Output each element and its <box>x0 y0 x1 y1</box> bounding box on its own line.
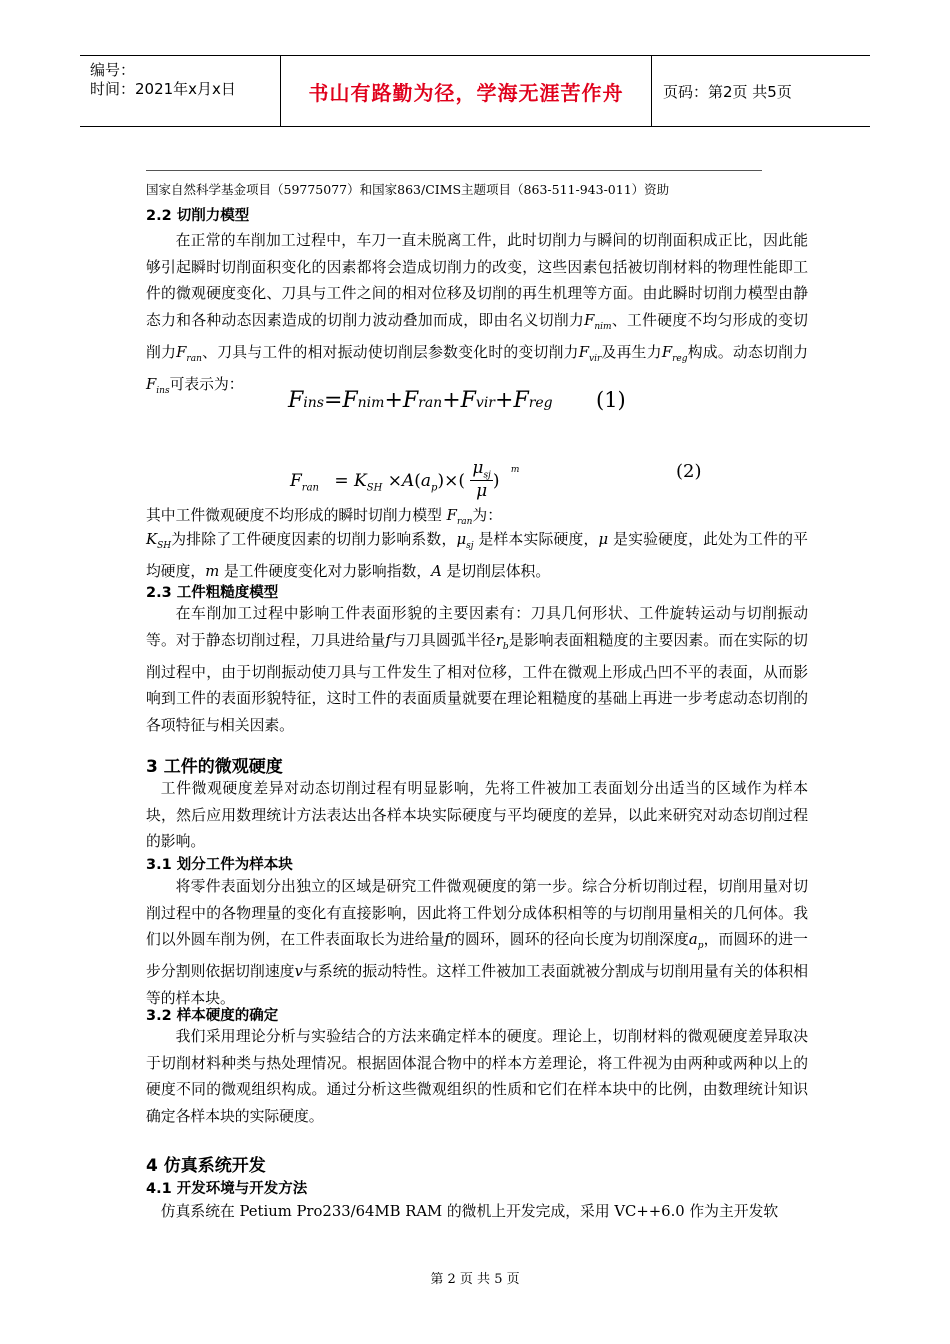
p-text: 其中工件微观硬度不均形成的瞬时切削力模型 <box>146 507 442 524</box>
motto: 书山有路勤为径，学海无涯苦作舟 <box>308 80 624 105</box>
section-4-1-title: 4.1 开发环境与开发方法 <box>146 1181 308 1197</box>
p-text: 是工件硬度变化对力影响指数， <box>223 563 432 581</box>
paragraph-variables: $K_{SH}$为排除了工件硬度因素的切削力影响系数，$\mu_{sj}$ 是样本实际硬度，μ 是实验硬度，此处为工件的平均硬度，m 是工件硬度变化对力影响指数，A 是切削层体积。 <box>146 531 808 581</box>
p-text: 构成。动态切削力 <box>687 343 808 361</box>
p-text: 为排除了工件硬度因素的切削力影响系数， <box>171 531 457 548</box>
funding-note: 国家自然科学基金项目（59775077）和国家863/CIMS主题项目（863-511-943-011）资助 <box>146 182 670 197</box>
p-text: 是实验硬度，此处为工件的平均硬度， <box>146 531 808 581</box>
p-text: 是切削层体积。 <box>446 563 551 581</box>
section-4-1-paragraph: 仿真系统在 Petium Pro233/64MB RAM 的微机上开发完成，采用 VC++6.0 作为主开发软 <box>160 1203 779 1220</box>
p-text: 为： <box>472 507 503 524</box>
p-text: 与刀具圆弧半径 <box>390 631 496 649</box>
p-text: 在车削加工过程中影响工件表面形貌的主要因素有：刀具几何形状、工件旋转运动与切削振动等。对于静态切削过程，刀具进给量 <box>146 605 808 649</box>
equation-1-number: (1) <box>596 388 626 412</box>
equation-1: Fins=Fnim+Fran+Fvir+Freg <box>288 388 553 413</box>
section-3-2-paragraph: 我们采用理论分析与实验结合的方法来确定样本的硬度。理论上，切削材料的微观硬度差异取决于切削材料种类与热处理情况。根据固体混合物中的样本方差理论，将工件视为由两种或两种以上的硬度不同的微观组织构成。通过分析这些微观组织的性质和它们在样本块中的比例，由数理统计知识确定各样本块的实际硬度。 <box>146 1028 808 1125</box>
equation-2-number: (2) <box>676 461 702 482</box>
p-text: 是样本实际硬度， <box>478 531 599 548</box>
section-2-2-title: 2.2 切削力模型 <box>146 208 250 224</box>
p-text: ，而圆环的进一步分割则依据切削速度 <box>146 931 808 981</box>
paragraph-model-intro: 其中工件微观硬度不均形成的瞬时切削力模型 $F_{ran}$为： <box>146 507 503 527</box>
section-2-2-paragraph: 在正常的车削加工过程中，车刀一直未脱离工件，此时切削力与瞬间的切削面积成正比，因此能够引起瞬时切削面积变化的因素都将会造成切削力的改变，这些因素包括被切削材料的物理性能即工件的微观硬度变化、刀具与工件之间的相对位移及切削的再生机理等方面。由此瞬时切削力模型由静态力和各种动态因素造成的切削力波动叠加而成，即由名义切削力$F_{nim}$、工件硬度不均匀形成的变切削力$F_{ran}$、刀具与工件的相对振动使切削层参数变化时的变切削力$F_{vir}$及再生力$F_{reg}$构成。动态切削力$F_{ins}$可表示为： <box>146 232 808 397</box>
footnote-rule <box>146 170 762 171</box>
p-text: 、刀具与工件的相对振动使切削层参数变化时的变切削力 <box>201 343 579 361</box>
p-text: 可表示为： <box>169 376 244 394</box>
header-motto-cell <box>280 56 652 126</box>
page-info: 页码：第2页 共5页 <box>663 82 792 101</box>
section-2-3-title: 2.3 工件粗糙度模型 <box>146 585 279 601</box>
p-text: 与系统的振动特性。这样工件被加工表面就被分割成与切削用量有关的体积相等的样本块。 <box>146 963 808 1007</box>
section-2-3-paragraph: 在车削加工过程中影响工件表面形貌的主要因素有：刀具几何形状、工件旋转运动与切削振动等。对于静态切削过程，刀具进给量f与刀具圆弧半径$r_b$是影响表面粗糙度的主要因素。而在实际的切削过程中，由于切削振动使刀具与工件发生了相对位移，工件在微观上形成凸凹不平的表面，从而影响到工件的表面形貌特征，这时工件的表面质量就要在理论粗糙度的基础上再进一步考虑动态切削的各项特征与相关因素。 <box>146 605 808 734</box>
header-left <box>80 56 280 126</box>
equation-2: $F_{ran} = K_{SH} \times A(a_p)\times$( $\mu_{sj}$ μ ) $^m$ <box>290 458 520 502</box>
section-3-title: 3 工件的微观硬度 <box>146 757 283 777</box>
section-3-2-title: 3.2 样本硬度的确定 <box>146 1008 279 1024</box>
number-label: 编号： <box>90 61 136 79</box>
p-text: 是影响表面粗糙度的主要因素。而在实际的切削过程中，由于切削振动使刀具与工件发生了相对位移，工件在微观上形成凸凹不平的表面，从而影响到工件的表面形貌特征，这时工件的表面质量就要在理论粗糙度的基础上再进一步考虑动态切削的各项特征与相关因素。 <box>146 631 808 734</box>
section-4-title: 4 仿真系统开发 <box>146 1156 266 1176</box>
section-3-paragraph: 工件微观硬度差异对动态切削过程有明显影响，先将工件被加工表面划分出适当的区域作为样本块，然后应用数理统计方法表达出各样本块实际硬度与平均硬度的差异，以此来研究对动态切削过程的影响。 <box>146 780 808 850</box>
page-footer: 第 2 页 共 5 页 <box>430 1272 520 1287</box>
p-text: 及再生力 <box>601 343 662 361</box>
time-label: 时间：2021年x月x日 <box>90 80 236 98</box>
section-3-1-title: 3.1 划分工件为样本块 <box>146 857 293 873</box>
p-text: 将零件表面划分出独立的区域是研究工件微观硬度的第一步。综合分析切削过程，切削用量对切削过程中的各物理量的变化有直接影响，因此将工件划分成体积相等的与切削用量相关的几何体。我们以外圆车削为例，在工件表面取长为进给量 <box>146 878 808 948</box>
p-text: 的圆环，圆环的径向长度为切削深度 <box>449 931 689 948</box>
section-3-1-paragraph: 将零件表面划分出独立的区域是研究工件微观硬度的第一步。综合分析切削过程，切削用量对切削过程中的各物理量的变化有直接影响，因此将工件划分成体积相等的与切削用量相关的几何体。我们以外圆车削为例，在工件表面取长为进给量f的圆环，圆环的径向长度为切削深度$a_p$，而圆环的进一步分割则依据切削速度v与系统的振动特性。这样工件被加工表面就被分割成与切削用量有关的体积相等的样本块。 <box>146 878 808 1007</box>
page-header <box>80 55 870 127</box>
p-text: 、工件硬度不均匀形成的变切削力 <box>146 311 808 361</box>
p-text: 在正常的车削加工过程中，车刀一直未脱离工件，此时切削力与瞬间的切削面积成正比，因此能够引起瞬时切削面积变化的因素都将会造成切削力的改变，这些因素包括被切削材料的物理性能即工件的微观硬度变化、刀具与工件之间的相对位移及切削的再生机理等方面。由此瞬时切削力模型由静态力和各种动态因素造成的切削力波动叠加而成，即由名义切削力 <box>146 232 808 329</box>
header-page-cell <box>651 56 870 126</box>
